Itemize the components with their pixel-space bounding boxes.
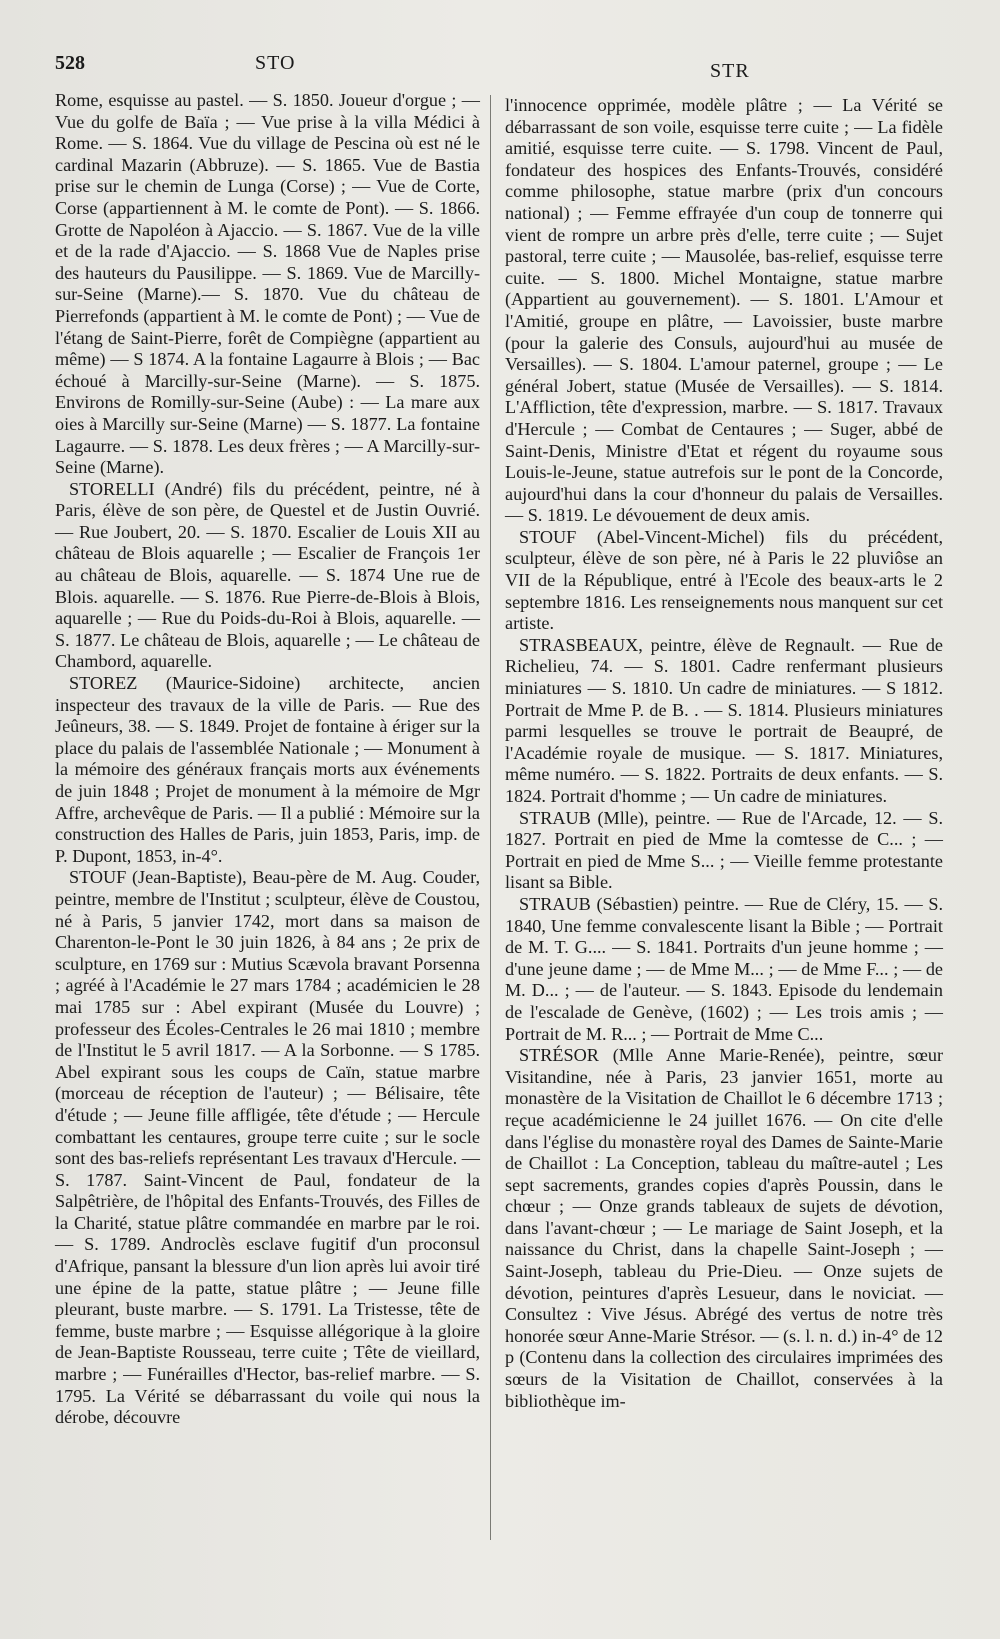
left-paragraph-continuation: Rome, esquisse au pastel. — S. 1850. Joueur d'orgue ; — Vue du golfe de Baïa ; — Vue prise à la villa Médici à Rome. — S. 1864. Vue du village de Pescina où est né le cardinal Mazarin (Abbruze). — S. 1865. Vue de Bastia prise sur le chemin de Lunga (Corse) ; — Vue de Corte, Corse (appartiennent à M. le comte de Pont). — S. 1866. Grotte de Napoléon à Ajaccio. — S. 1867. Vue de la ville et de la rade d'Ajaccio. — S. 1868 Vue de Naples prise des hauteurs du Pausilippe. — S. 1869. Vue de Marcilly-sur-Seine (Marne).— S. 1870. Vue du château de Pierrefonds (appartient à M. le comte de Pont) ; — Vue de l'étang de Saint-Pierre, forêt de Compiègne (appartient au même) — S 1874. A la fontaine Lagaurre à Blois ; — Bac échoué à Marcilly-sur-Seine (Marne). — S. 1875. Environs de Romilly-sur-Seine (Aube) : — La mare aux oies à Marcilly sur-Seine (Marne) — S. 1877. La fontaine Lagaurre. — S. 1878. Les deux frères ; — A Marcilly-sur-Seine (Marne).: [55, 90, 480, 478]
right-running-head: STR: [710, 60, 750, 82]
left-column: [55, 90, 480, 1429]
entry-storelli: STORELLI (André) fils du précédent, peintre, né à Paris, élève de son père, de Questel et de Justin Ouvrié. — Rue Joubert, 20. — S. 1870. Escalier de Louis XII au château de Blois aquarelle ; — Escalier de François 1er au château de Blois, aquarelle. — S. 1874 Une rue de Blois. aquarelle. — S. 1876. Rue Pierre-de-Blois à Blois, aquarelle ; — Rue du Poids-du-Roi à Blois, aquarelle. — S. 1877. Le château de Blois, aquarelle ; — Le château de Chambord, aquarelle.: [55, 478, 480, 672]
entry-storez: STOREZ (Maurice-Sidoine) architecte, ancien inspecteur des travaux de la ville de Paris. — Rue des Jeûneurs, 38. — S. 1849. Projet de fontaine à ériger sur la place du palais de l'assemblée Nationale ; — Monument à la mémoire des généraux français morts aux événements de juin 1848 ; Projet de monument à la mémoire de Mgr Affre, archevêque de Paris. — Il a publié : Mémoire sur la construction des Halles de Paris, juin 1853, Paris, imp. de P. Dupont, 1853, in-4°.: [55, 673, 480, 866]
right-column: [505, 95, 943, 1412]
right-paragraph-continuation: l'innocence opprimée, modèle plâtre ; — La Vérité se débarrassant de son voile, esquisse terre cuite ; — La fidèle amitié, esquisse terre cuite. — S. 1798. Vincent de Paul, fondateur des hospices des Enfants-Trouvés, considéré comme philosophe, statue marbre (prix d'un concours national) ; — Femme effrayée d'un coup de tonnerre qui vient de rompre un arbre près d'elle, terre cuite ; — Sujet pastoral, terre cuite ; — Mausolée, bas-relief, esquisse terre cuite. — S. 1800. Michel Montaigne, statue marbre (Appartient au gouvernement). — S. 1801. L'Amour et l'Amitié, groupe en plâtre, — Lavoissier, buste marbre (pour la galerie des Consuls, aujourd'hui au musée de Versailles). — S. 1804. L'amour paternel, groupe ; — Le général Jobert, statue (Musée de Versailles). — S. 1814. L'Affliction, tête d'expression, marbre. — S. 1817. Travaux d'Hercule ; — Combat de Centaures ; — Suger, abbé de Saint-Denis, Ministre d'Etat et régent du royaume sous Louis-le-Jeune, statue autrefois sur le pont de la Concorde, aujourd'hui dans la cour d'honneur du palais de Versailles. — S. 1819. Le dévouement de deux amis.: [505, 95, 943, 526]
running-header: [55, 48, 945, 82]
entry-strasbeaux: STRASBEAUX, peintre, élève de Regnault. — Rue de Richelieu, 74. — S. 1801. Cadre renfermant plusieurs miniatures — S. 1810. Un cadre de miniatures. — S 1812. Portrait de Mme P. de B. . — S. 1814. Plusieurs miniatures parmi lesquelles se trouve le portrait de Beaupré, de l'Académie royale de musique. — S. 1817. Miniatures, même numéro. — S. 1822. Portraits de deux enfants. — S. 1824. Portrait d'homme ; — Un cadre de miniatures.: [505, 634, 943, 806]
entry-stresor: STRÉSOR (Mlle Anne Marie-Renée), peintre, sœur Visitandine, née à Paris, 23 janvier 1651, morte au monastère de la Visitation de Chaillot le 6 décembre 1713 ; reçue académicienne le 24 juillet 1676. — On cite d'elle dans l'église du monastère royal des Dames de Sainte-Marie de Chaillot : La Conception, tableau du maître-autel ; Les sept sacrements, grandes copies d'après Poussin, dans le chœur ; — Onze grands tableaux de sujets de dévotion, dans l'avant-chœur ; — Le mariage de Saint Joseph, et la naissance du Christ, dans la chapelle Saint-Joseph ; — Saint-Joseph, tableau du Prie-Dieu. — Onze sujets de dévotion, peintures d'après Lesueur, dans le noviciat. — Consultez : Vive Jésus. Abrégé des vertus de notre très honorée sœur Anne-Marie Strésor. — (s. l. n. d.) in-4° de 12 p (Contenu dans la collection des circulaires imprimées des sœurs de la Visitation de Chaillot, conservées à la bibliothèque im-: [505, 1045, 943, 1411]
page-number: 528: [55, 52, 85, 74]
entry-straub-sebastien: STRAUB (Sébastien) peintre. — Rue de Cléry, 15. — S. 1840, Une femme convalescente lisant la Bible ; — Portrait de M. T. G.... — S. 1841. Portraits d'un jeune homme ; — d'une jeune dame ; — de Mme M... ; — de Mme F... ; — de M. D... ; — de l'auteur. — S. 1843. Episode du lendemain de l'escalade de Genève, (1602) ; — Les trois amis ; — Portrait de M. R... ; — Portrait de Mme C...: [505, 893, 943, 1044]
entry-straub-mlle: STRAUB (Mlle), peintre. — Rue de l'Arcade, 12. — S. 1827. Portrait en pied de Mme la comtesse de C... ; — Portrait en pied de Mme S... ; — Vieille femme protestante lisant sa Bible.: [505, 807, 943, 893]
entry-stouf-abel: STOUF (Abel-Vincent-Michel) fils du précédent, sculpteur, élève de son père, né à Paris le 22 pluviôse an VII de la République, entré à l'Ecole des beaux-arts le 2 septembre 1816. Les renseignements nous manquent sur cet artiste.: [505, 526, 943, 634]
column-divider: [490, 95, 491, 1540]
left-running-head: STO: [255, 52, 296, 74]
entry-stouf-jean-baptiste: STOUF (Jean-Baptiste), Beau-père de M. Aug. Couder, peintre, membre de l'Institut ; sculpteur, élève de Coustou, né à Paris, 5 janvier 1742, mort dans sa maison de Charenton-le-Pont le 30 juin 1826, à 84 ans ; 2e prix de sculpture, en 1769 sur : Mutius Scævola bravant Porsenna ; agréé à l'Académie le 27 mars 1784 ; académicien le 28 mai 1785 sur : Abel expirant (Musée du Louvre) ; professeur des Écoles-Centrales le 26 mai 1810 ; membre de l'Institut le 5 avril 1817. — A la Sorbonne. — S 1785. Abel expirant sous les coups de Caïn, statue marbre (morceau de réception de l'auteur) ; — Bélisaire, tête d'étude ; — Jeune fille affligée, tête d'étude ; — Hercule combattant les centaures, groupe terre cuite ; sur le socle sont des bas-reliefs représentant Les travaux d'Hercule. — S. 1787. Saint-Vincent de Paul, fondateur de la Salpêtrière, de l'hôpital des Enfants-Trouvés, des Filles de la Charité, statue plâtre commandée en marbre par le roi. — S. 1789. Androclès esclave fugitif d'un proconsul d'Afrique, pansant la blessure d'un lion après lui avoir tiré une épine de la patte, statue plâtre ; — Jeune fille pleurant, buste marbre. — S. 1791. La Tristesse, tête de femme, buste marbre ; — Esquisse allégorique à la gloire de Jean-Baptiste Rousseau, terre cuite ; Tête de vieillard, marbre ; — Funérailles d'Hector, bas-relief marbre. — S. 1795. La Vérité se débarrassant du voile qui nous la dérobe, découvre: [55, 867, 480, 1428]
